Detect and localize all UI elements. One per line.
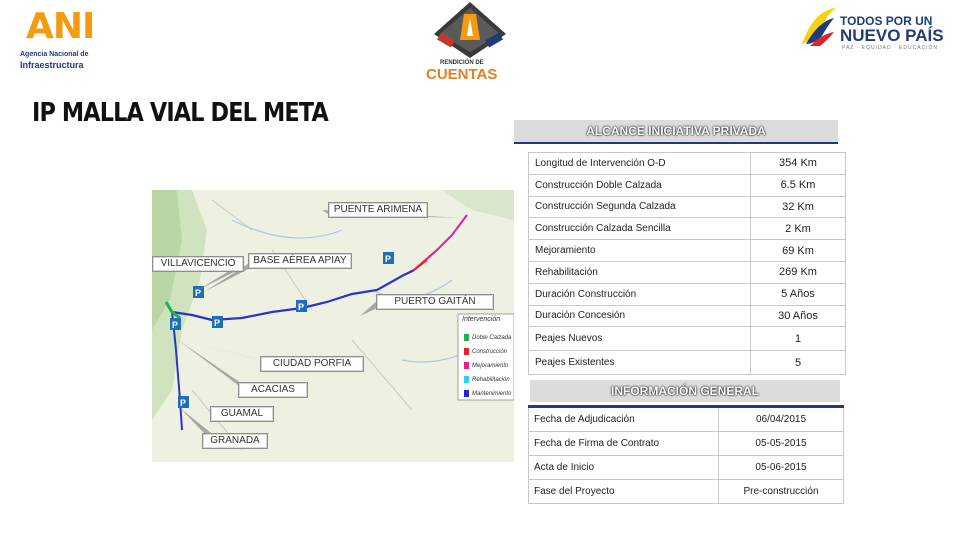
callout-villavicencio: VILLAVICENCIO (152, 256, 244, 272)
callout-base-aerea-apiay: BASE AÉREA APIAY (248, 253, 352, 269)
row-label: Mejoramiento (529, 240, 751, 262)
row-value: 6.5 Km (751, 174, 846, 196)
legend-swatch (464, 390, 469, 397)
callout-granada: GRANADA (202, 433, 268, 449)
row-label: Duración Concesión (529, 305, 751, 327)
svg-text:P: P (180, 398, 187, 408)
row-value: 354 Km (751, 153, 846, 175)
row-value: 5 (751, 351, 846, 375)
callout-puente-arimena: PUENTE ARIMENA (328, 202, 428, 218)
gobierno-line1: TODOS POR UN (840, 14, 933, 28)
row-label: Peajes Existentes (529, 351, 751, 375)
row-value: 269 Km (751, 261, 846, 283)
legend-swatch (464, 376, 469, 383)
callout-acacias: ACACIAS (238, 382, 308, 398)
svg-text:P: P (298, 302, 305, 312)
legend-item (464, 348, 507, 355)
road-sign-icon (420, 0, 520, 60)
row-value: 05-06-2015 (719, 456, 844, 480)
gobierno-line2: NUEVO PAÍS (840, 26, 944, 45)
legend-swatch (464, 362, 469, 369)
rendicion-cuentas-logo (420, 0, 520, 88)
informacion-general-table (528, 405, 844, 504)
legend-swatch (464, 334, 469, 341)
table-row (529, 305, 846, 327)
row-label: Construcción Calzada Sencilla (529, 218, 751, 240)
table-row (529, 240, 846, 262)
table-row (529, 480, 844, 504)
ani-logo-line1: Agencia Nacional de (20, 51, 89, 58)
row-value: 69 Km (751, 240, 846, 262)
map-graphic (152, 190, 514, 462)
legend-item (464, 362, 508, 369)
page-title: IP MALLA VIAL DEL META (32, 98, 328, 128)
callout-ciudad-porfia: CIUDAD PORFIA (260, 356, 364, 372)
table-row (529, 261, 846, 283)
table-row (529, 174, 846, 196)
row-label: Construcción Doble Calzada (529, 174, 751, 196)
alcance-header: ALCANCE INICIATIVA PRIVADA (514, 120, 838, 144)
row-label: Rehabilitación (529, 261, 751, 283)
table-row (529, 327, 846, 351)
table-row (529, 456, 844, 480)
row-value: 06/04/2015 (719, 407, 844, 432)
row-label: Peajes Nuevos (529, 327, 751, 351)
ani-logo (14, 6, 104, 68)
table-row (529, 153, 846, 175)
gobierno-logo (796, 4, 946, 52)
table-row (529, 283, 846, 305)
table-row (529, 432, 844, 456)
svg-text:P: P (172, 320, 179, 330)
gobierno-line3: PAZ · EQUIDAD · EDUCACIÓN (842, 45, 939, 51)
rendicion-line2: CUENTAS (426, 66, 498, 83)
row-label: Fecha de Firma de Contrato (529, 432, 719, 456)
row-value: 2 Km (751, 218, 846, 240)
informacion-general-header: INFORMACIÓN GENERAL (530, 380, 840, 402)
legend-swatch (464, 348, 469, 355)
row-label: Fase del Proyecto (529, 480, 719, 504)
svg-text:P: P (195, 288, 202, 298)
table-row (529, 351, 846, 375)
legend-title: Intervención (462, 316, 501, 323)
row-value: 30 Años (751, 305, 846, 327)
legend-label: Rehabilitación (472, 377, 510, 384)
row-value: 32 Km (751, 196, 846, 218)
legend-label: Doble Calzada (472, 335, 512, 342)
row-value: 05-05-2015 (719, 432, 844, 456)
table-row (529, 196, 846, 218)
svg-text:P: P (214, 318, 221, 328)
legend-label: Mantenimiento (472, 391, 512, 398)
svg-text:P: P (385, 254, 392, 264)
rendicion-line1: RENDICIÓN DE (440, 60, 484, 66)
legend-item (464, 390, 511, 397)
row-label: Acta de Inicio (529, 456, 719, 480)
ani-logo-text: ANI (26, 6, 95, 47)
row-label: Construcción Segunda Calzada (529, 196, 751, 218)
row-value: Pre-construcción (719, 480, 844, 504)
row-label: Fecha de Adjudicación (529, 407, 719, 432)
legend-label: Construcción (472, 349, 508, 356)
callout-guamal: GUAMAL (210, 406, 274, 422)
route-map (152, 190, 514, 462)
alcance-table (528, 152, 846, 375)
legend-item (464, 376, 510, 383)
colombia-flag-icon (796, 4, 840, 52)
legend-label: Mejoramiento (472, 363, 509, 370)
table-row (529, 218, 846, 240)
callout-puerto-gaitan: PUERTO GAITÁN (376, 294, 494, 310)
legend-item (464, 334, 511, 341)
row-value: 5 Años (751, 283, 846, 305)
ani-logo-line2: Infraestructura (20, 60, 84, 70)
table-row (529, 407, 844, 432)
row-label: Duración Construcción (529, 283, 751, 305)
row-value: 1 (751, 327, 846, 351)
row-label: Longitud de Intervención O-D (529, 153, 751, 175)
map-legend (458, 314, 514, 400)
